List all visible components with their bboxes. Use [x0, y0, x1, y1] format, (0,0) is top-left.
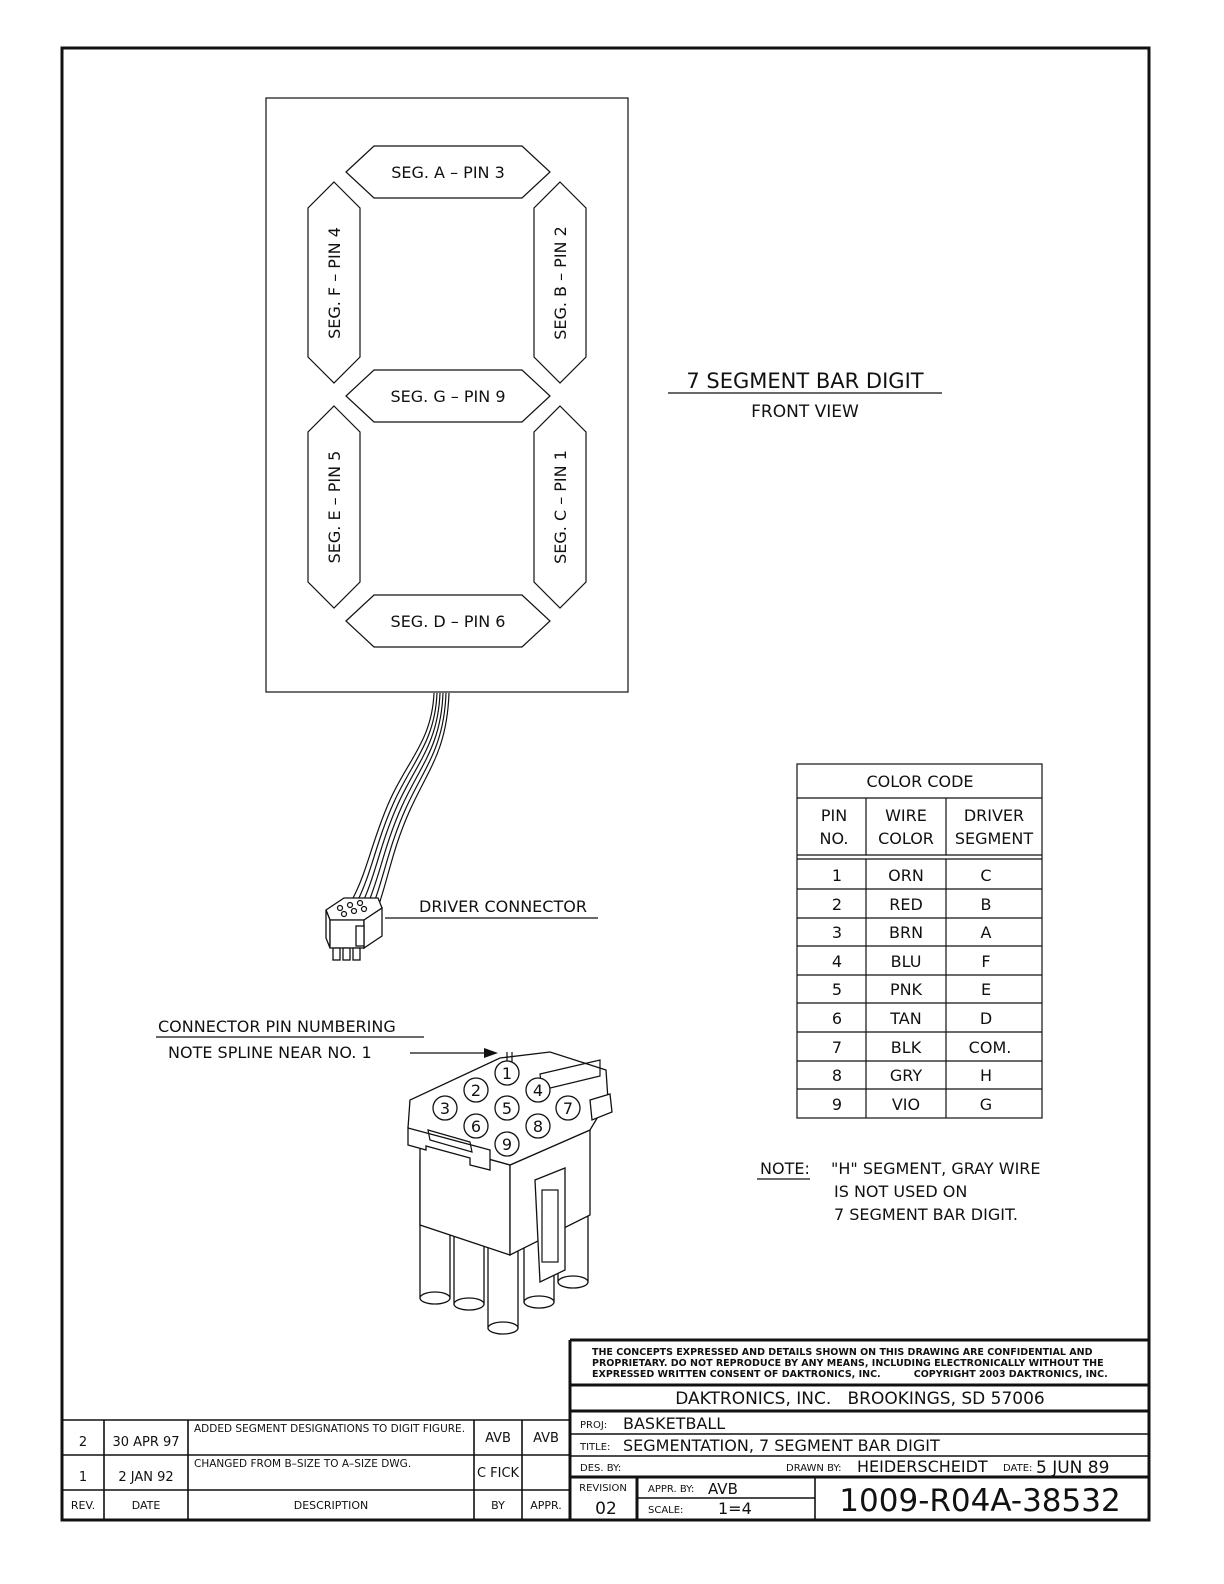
date-label: DATE:: [1003, 1463, 1033, 1474]
table-cell: VIO: [891, 1095, 921, 1114]
table-cell: 4: [831, 952, 843, 971]
appr-header: APPR.: [530, 1499, 562, 1512]
description-header: DESCRIPTION: [293, 1499, 369, 1512]
spline-note: NOTE SPLINE NEAR NO. 1: [168, 1043, 372, 1062]
date-header: DATE: [131, 1499, 161, 1512]
title-block: [570, 1340, 1149, 1520]
confidential-line-3: EXPRESSED WRITTEN CONSENT OF DAKTRONICS, INC. COPYRIGHT 2003 DAKTRONICS, INC.: [592, 1369, 1108, 1380]
segment-e-label: SEG. E – PIN 5: [325, 450, 344, 564]
segment-g-label: SEG. G – PIN 9: [390, 387, 506, 406]
table-cell: 9: [831, 1095, 843, 1114]
header-color: COLOR: [878, 829, 934, 848]
color-code-title: COLOR CODE: [866, 772, 974, 791]
drawing-number: 1009-R04A-38532: [839, 1483, 1121, 1519]
segment-d-label: SEG. D – PIN 6: [390, 612, 506, 631]
table-cell: B: [980, 895, 992, 914]
table-cell: 6: [831, 1009, 843, 1028]
table-cell: 5: [831, 980, 843, 999]
table-cell: TAN: [890, 1009, 922, 1028]
driver-connector: [326, 898, 382, 960]
drawn-by-label: DRAWN BY:: [786, 1463, 842, 1474]
scale-value: 1=4: [718, 1499, 752, 1518]
pin-9: 9: [501, 1135, 513, 1154]
appr-by-value: AVB: [708, 1480, 738, 1498]
table-cell: D: [979, 1009, 993, 1028]
by-cell: C FICK: [476, 1466, 520, 1481]
segment-c-label: SEG. C – PIN 1: [551, 450, 570, 564]
pin-7: 7: [562, 1099, 574, 1118]
note-line-1: "H" SEGMENT, GRAY WIRE: [831, 1159, 1041, 1178]
pin-3: 3: [439, 1099, 451, 1118]
table-cell: A: [980, 923, 992, 942]
table-cell: 7: [831, 1038, 843, 1057]
table-cell: 1: [831, 866, 843, 885]
des-by-label: DES. BY:: [580, 1463, 622, 1474]
table-cell: F: [981, 952, 991, 971]
pin-8: 8: [532, 1117, 544, 1136]
date-value: 5 JUN 89: [1036, 1458, 1110, 1478]
rev-cell: 2: [78, 1435, 88, 1450]
segment-b-label: SEG. B – PIN 2: [551, 226, 570, 340]
table-cell: 3: [831, 923, 843, 942]
driver-connector-label: DRIVER CONNECTOR: [419, 897, 587, 916]
large-connector: [408, 1052, 612, 1334]
table-cell: GRY: [889, 1066, 923, 1085]
header-no: NO.: [819, 829, 849, 848]
drawn-by-value: HEIDERSCHEIDT: [857, 1457, 988, 1476]
pin-numbering-title: CONNECTOR PIN NUMBERING: [158, 1017, 396, 1036]
table-cell: BRN: [888, 923, 924, 942]
table-cell: E: [980, 980, 992, 999]
table-cell: H: [979, 1066, 993, 1085]
title-value: SEGMENTATION, 7 SEGMENT BAR DIGIT: [623, 1436, 940, 1455]
table-cell: 8: [831, 1066, 843, 1085]
wire-harness: [352, 693, 449, 910]
sheet-border: [62, 48, 1149, 1520]
header-segment: SEGMENT: [954, 829, 1034, 848]
table-cell: PNK: [889, 980, 923, 999]
revision-table: [62, 1340, 570, 1520]
date-cell: 2 JAN 92: [118, 1470, 174, 1485]
note-line-3: 7 SEGMENT BAR DIGIT.: [834, 1205, 1018, 1224]
table-cell: COM.: [968, 1038, 1012, 1057]
appr-cell: AVB: [533, 1431, 559, 1446]
by-header: BY: [491, 1499, 505, 1512]
description-cell: ADDED SEGMENT DESIGNATIONS TO DIGIT FIGURE.: [194, 1423, 466, 1435]
rev-cell: 1: [78, 1470, 88, 1485]
pin-4: 4: [532, 1081, 544, 1100]
table-cell: ORN: [888, 866, 924, 885]
company-name: DAKTRONICS, INC. BROOKINGS, SD 57006: [675, 1389, 1045, 1409]
pin-6: 6: [470, 1117, 482, 1136]
revision-label: REVISION: [579, 1483, 627, 1494]
proj-value: BASKETBALL: [623, 1414, 726, 1433]
revision-value: 02: [595, 1499, 617, 1519]
digit-title: 7 SEGMENT BAR DIGIT: [686, 369, 924, 393]
confidential-line-1: THE CONCEPTS EXPRESSED AND DETAILS SHOWN ON THIS DRAWING ARE CONFIDENTIAL AND: [592, 1347, 1093, 1358]
digit-figure: [266, 98, 628, 692]
note-line-2: IS NOT USED ON: [834, 1182, 968, 1201]
scale-label: SCALE:: [648, 1505, 684, 1516]
spline-arrowhead: [484, 1048, 498, 1058]
date-cell: 30 APR 97: [112, 1435, 180, 1450]
confidential-line-2: PROPRIETARY. DO NOT REPRODUCE BY ANY MEANS, INCLUDING ELECTRONICALLY WITHOUT THE: [592, 1358, 1104, 1369]
note-label: NOTE:: [760, 1159, 810, 1178]
appr-by-label: APPR. BY:: [648, 1484, 695, 1495]
pin-2: 2: [470, 1081, 482, 1100]
segment-f-label: SEG. F – PIN 4: [325, 227, 344, 339]
digit-subtitle: FRONT VIEW: [751, 402, 859, 422]
header-driver: DRIVER: [963, 806, 1025, 825]
by-cell: AVB: [485, 1431, 511, 1446]
rev-header: REV.: [70, 1499, 96, 1512]
table-cell: 2: [831, 895, 843, 914]
proj-label: PROJ:: [580, 1420, 608, 1431]
header-wire: WIRE: [885, 806, 927, 825]
header-pin: PIN: [820, 806, 848, 825]
color-code-table: [797, 764, 1042, 1118]
table-cell: RED: [889, 895, 923, 914]
table-cell: G: [979, 1095, 993, 1114]
pin-5: 5: [501, 1099, 513, 1118]
table-cell: C: [980, 866, 992, 885]
description-cell: CHANGED FROM B–SIZE TO A–SIZE DWG.: [194, 1458, 412, 1470]
pin-1: 1: [501, 1064, 513, 1083]
title-label: TITLE:: [580, 1442, 611, 1453]
table-cell: BLK: [890, 1038, 922, 1057]
table-cell: BLU: [890, 952, 922, 971]
segment-a-label: SEG. A – PIN 3: [391, 163, 505, 182]
